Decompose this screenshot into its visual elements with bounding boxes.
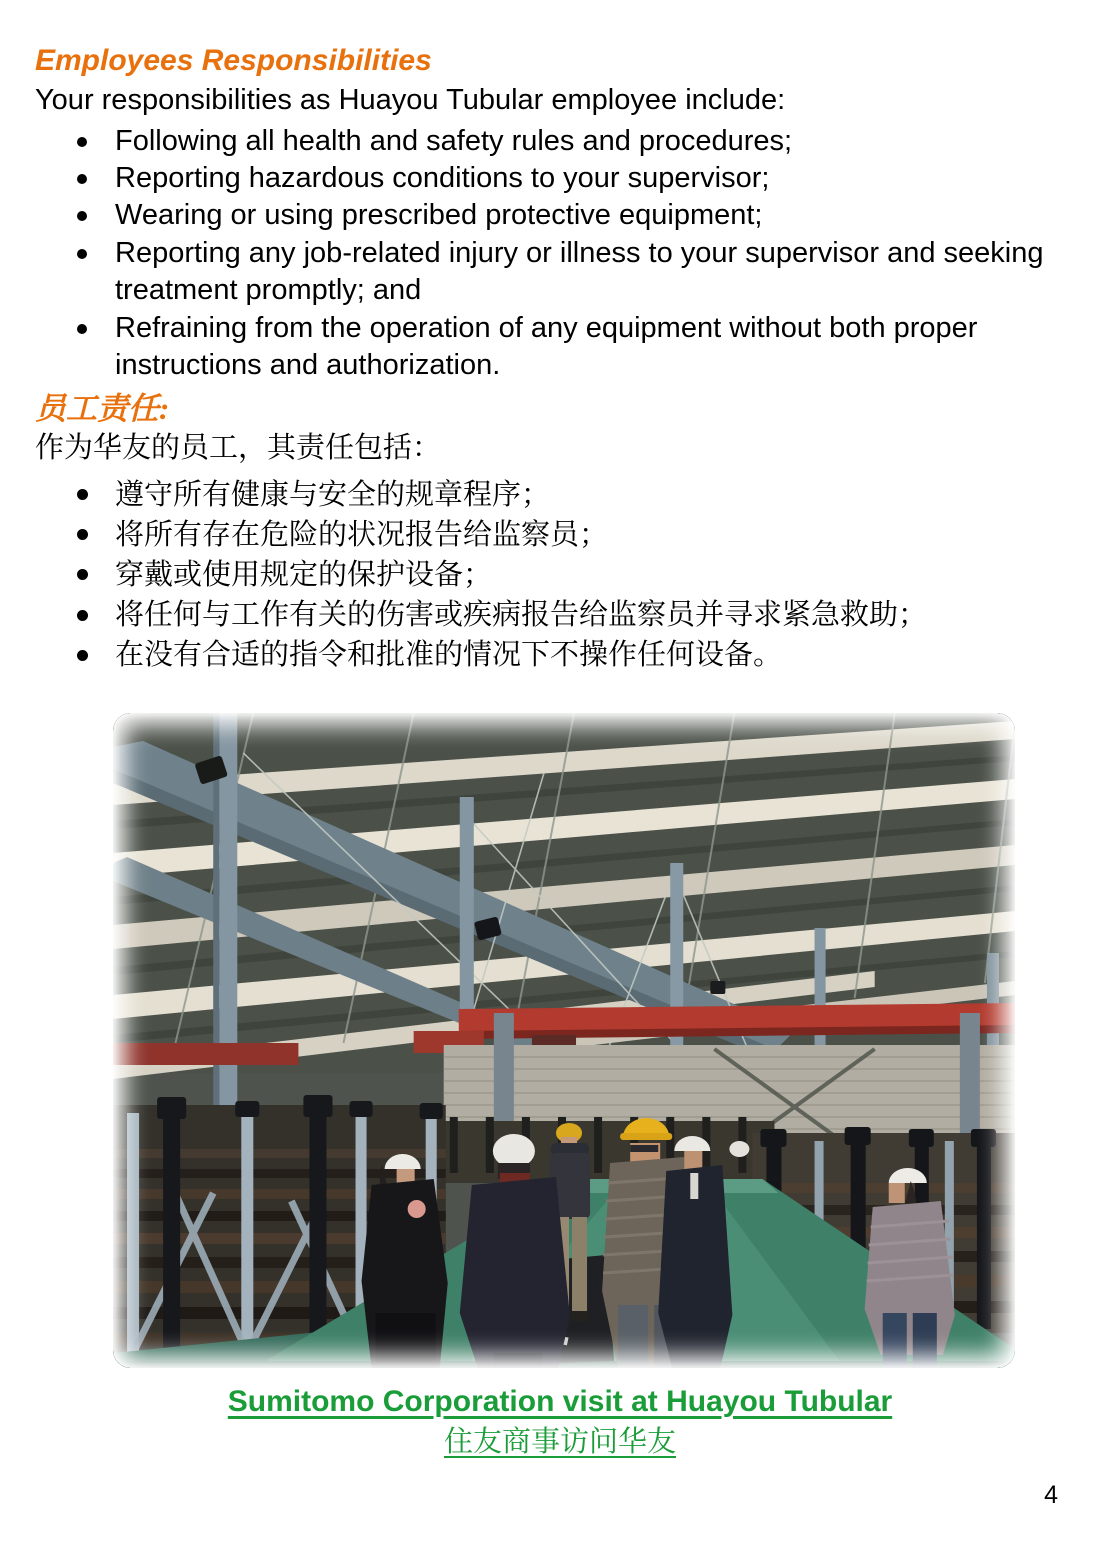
bullet-item-en: Following all health and safety rules and procedures; bbox=[35, 123, 1085, 160]
bullet-list-zh bbox=[35, 475, 1085, 675]
person-background-helmet bbox=[729, 1141, 749, 1157]
bullet-item-zh: 将任何与工作有关的伤害或疾病报告给监察员并寻求紧急救助； bbox=[35, 595, 1085, 635]
bullet-item-en: Reporting any job-related injury or illness to your supervisor and seeking treatment promptly; and bbox=[35, 235, 1085, 310]
photo-caption bbox=[0, 1384, 1120, 1460]
caption-english: Sumitomo Corporation visit at Huayou Tubular bbox=[227, 1385, 893, 1418]
heading-employee-duty-zh: 员工责任: bbox=[35, 391, 170, 427]
bullet-item-zh: 穿戴或使用规定的保护设备； bbox=[35, 555, 1085, 595]
factory-photo bbox=[113, 713, 1015, 1368]
heading-employees-responsibilities: Employees Responsibilities bbox=[35, 44, 432, 77]
bullet-item-zh: 遵守所有健康与安全的规章程序； bbox=[35, 475, 1085, 515]
bullet-item-en: Wearing or using prescribed protective equipment; bbox=[35, 197, 1085, 234]
bullet-item-en: Reporting hazardous conditions to your supervisor; bbox=[35, 160, 1085, 197]
bullet-item-en: Refraining from the operation of any equipment without both proper instructions and authorization. bbox=[35, 310, 1085, 385]
page-content bbox=[0, 0, 1120, 675]
person-dark-suit bbox=[658, 1136, 732, 1368]
page-number: 4 bbox=[1044, 1481, 1058, 1509]
bullet-item-zh: 将所有存在危险的状况报告给监察员； bbox=[35, 515, 1085, 555]
bullet-list-en bbox=[35, 123, 1085, 385]
bullet-item-zh: 在没有合适的指令和批准的情况下不操作任何设备。 bbox=[35, 635, 1085, 675]
caption-chinese: 住友商事访问华友 bbox=[443, 1426, 676, 1458]
intro-paragraph-en: Your responsibilities as Huayou Tubular employee include: bbox=[35, 83, 786, 116]
factory-photo-illustration bbox=[113, 713, 1015, 1368]
intro-paragraph-zh: 作为华友的员工，其责任包括： bbox=[35, 432, 442, 465]
